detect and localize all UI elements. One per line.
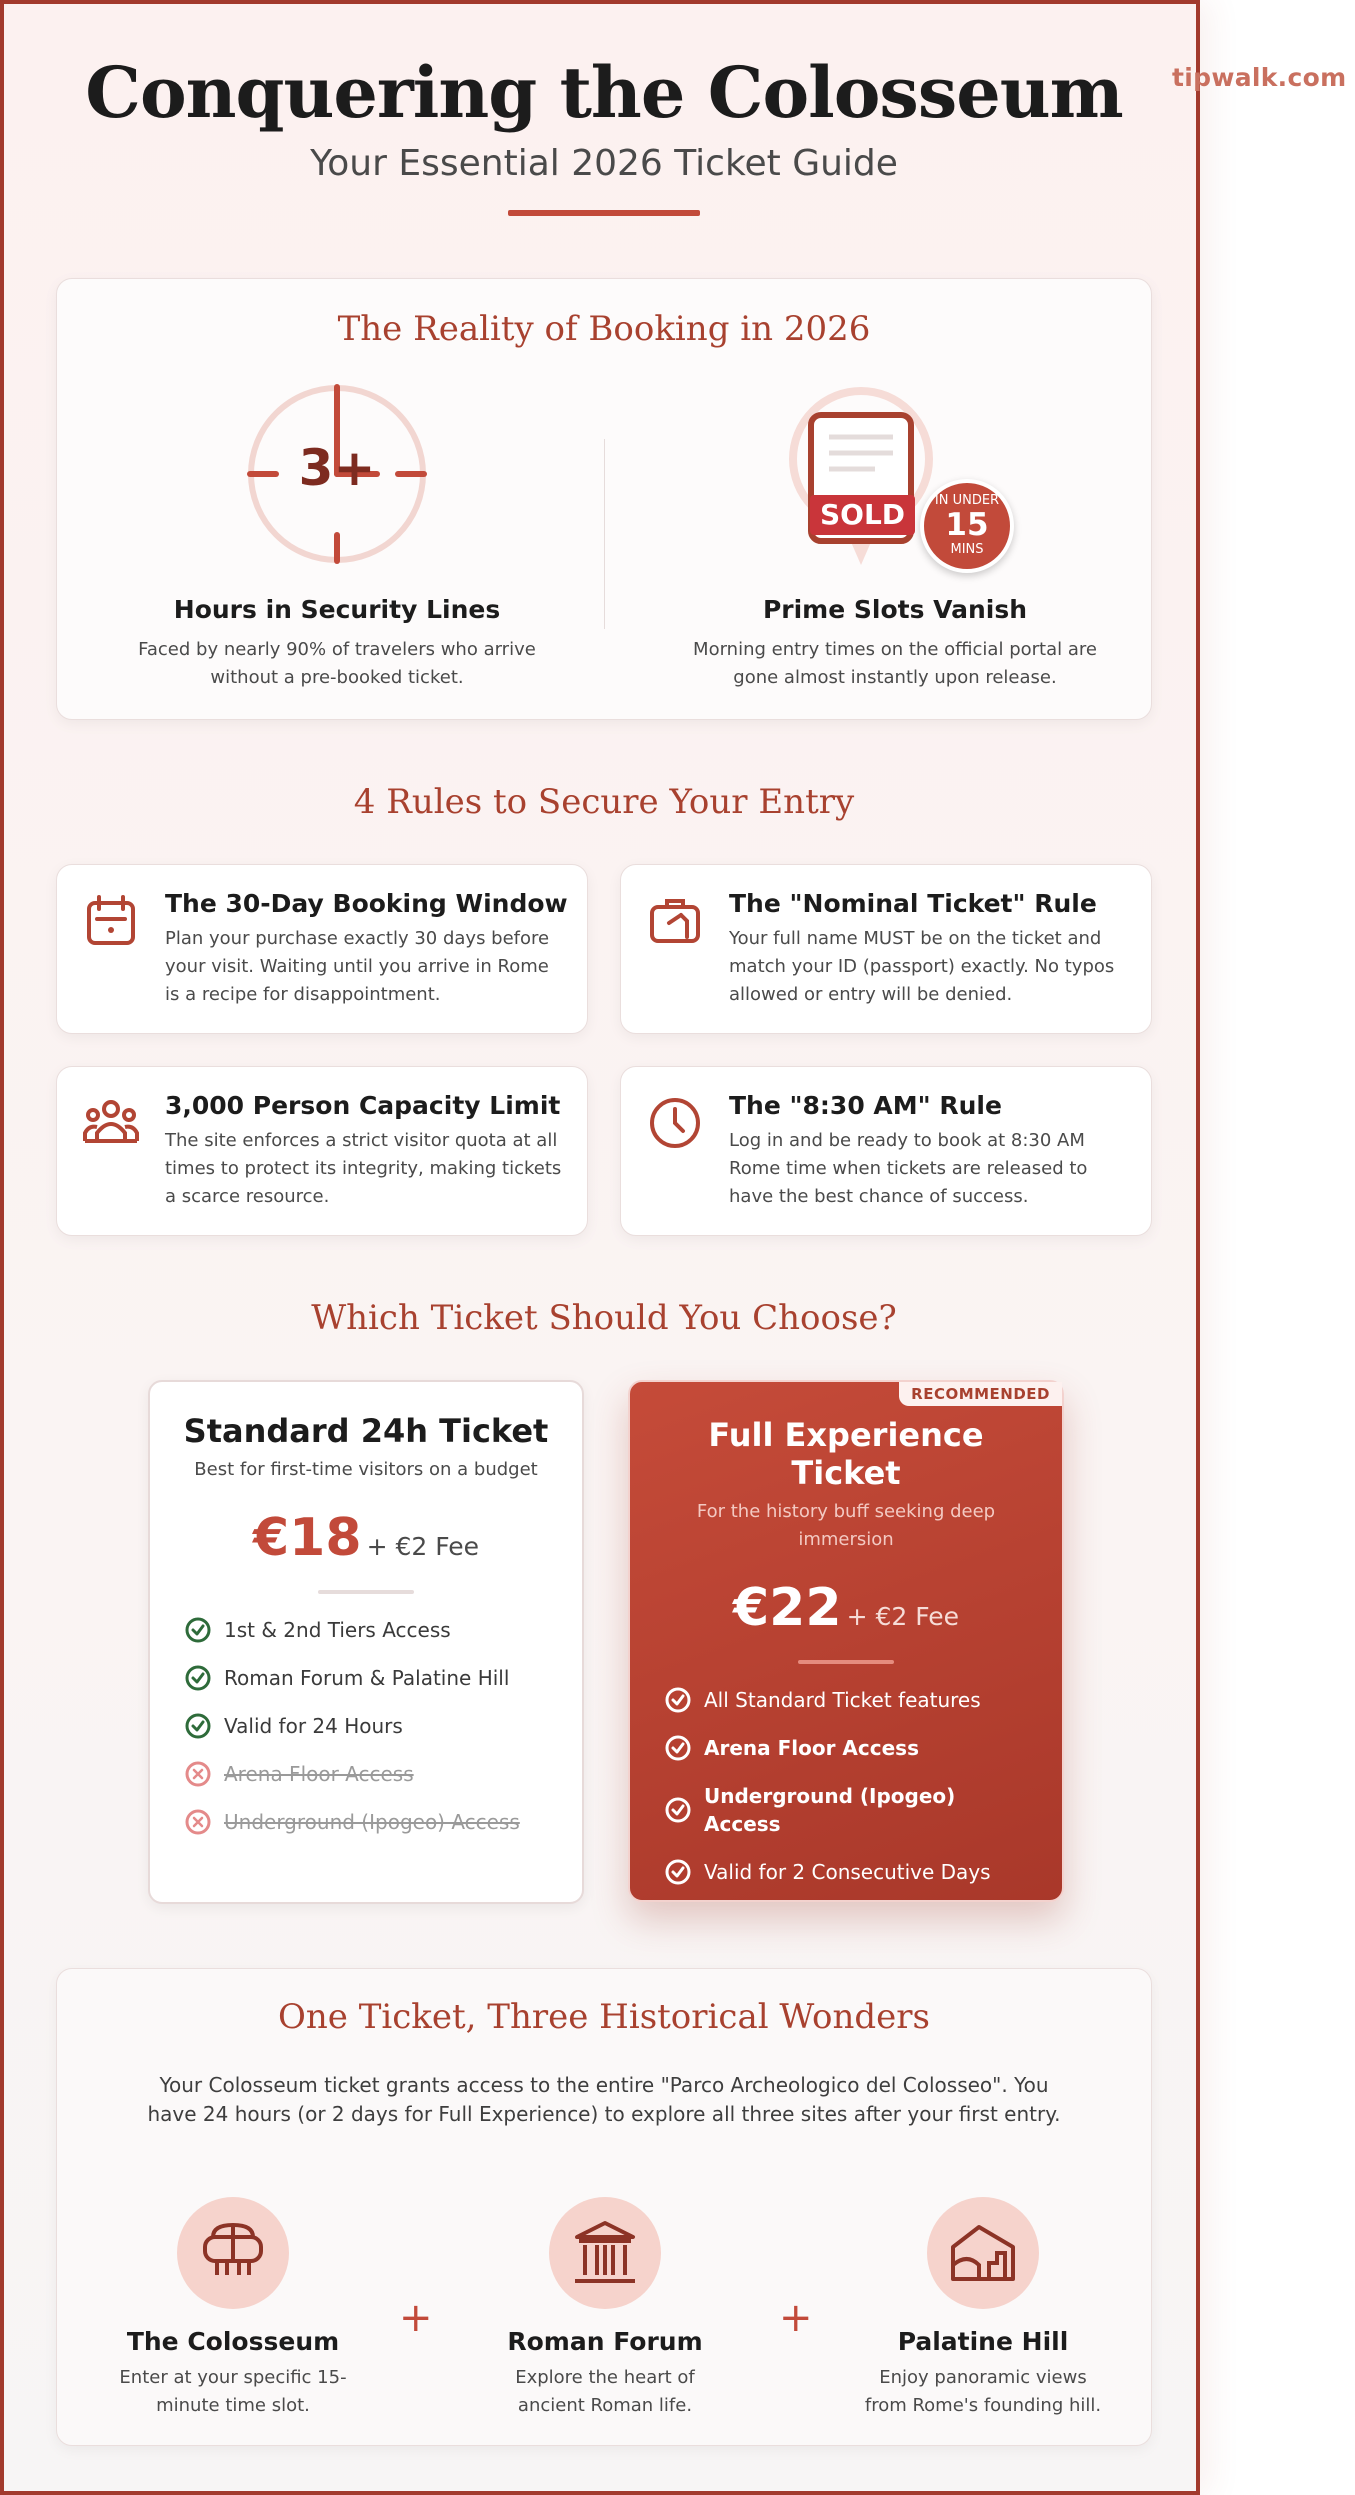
title-underline xyxy=(508,210,700,216)
site-roman-forum xyxy=(455,2197,755,2420)
site-icon-circle xyxy=(177,2197,289,2309)
clock-icon xyxy=(647,1095,703,1151)
feature-label: Underground (Ipogeo) Access xyxy=(704,1784,956,1836)
wonders-card xyxy=(56,1968,1152,2446)
calendar-icon xyxy=(83,893,139,949)
clock-stat-icon xyxy=(77,379,597,579)
site-text: Enter at your specific 15-minute time slot. xyxy=(119,2367,347,2416)
check-icon xyxy=(664,1686,692,1714)
feature-item-excluded xyxy=(184,1760,558,1788)
feature-item xyxy=(184,1712,558,1740)
stat-divider xyxy=(604,439,605,629)
slots-heading: Prime Slots Vanish xyxy=(762,595,1028,624)
brand-link[interactable]: tipwalk.com xyxy=(1172,63,1347,92)
ticket-divider xyxy=(318,1590,414,1594)
badge-value: 15 xyxy=(945,507,989,543)
rules-title: 4 Rules to Secure Your Entry xyxy=(353,782,855,822)
colosseum-icon xyxy=(199,2219,267,2287)
reality-card xyxy=(56,278,1152,720)
feature-label: Arena Floor Access xyxy=(704,1736,919,1760)
feature-label: Arena Floor Access xyxy=(224,1762,414,1786)
feature-label: Valid for 24 Hours xyxy=(224,1714,403,1738)
feature-label: Valid for 2 Consecutive Days xyxy=(704,1860,991,1884)
check-icon xyxy=(184,1712,212,1740)
page-subtitle: Your Essential 2026 Ticket Guide xyxy=(310,143,898,184)
rule-card-830-am xyxy=(620,1066,1152,1236)
feature-list xyxy=(630,1686,1062,1886)
page-title: Conquering the Colosseum xyxy=(85,51,1123,134)
rule-text: The site enforces a strict visitor quota at all times to protect its integrity, making tickets a scarce resource. xyxy=(165,1130,562,1207)
ticket-desc: Best for first-time visitors on a budget xyxy=(194,1459,538,1480)
rule-heading: The "8:30 AM" Rule xyxy=(729,1091,1002,1120)
under-15-mins-badge xyxy=(920,479,1014,573)
recommended-badge: RECOMMENDED xyxy=(899,1382,1062,1406)
rule-card-capacity xyxy=(56,1066,588,1236)
site-palatine-hill xyxy=(833,2197,1133,2420)
header xyxy=(4,50,1204,216)
site-name: Roman Forum xyxy=(507,2327,703,2356)
site-name: The Colosseum xyxy=(126,2327,340,2356)
feature-label: Underground (Ipogeo) Access xyxy=(224,1810,520,1834)
ticket-divider xyxy=(798,1660,894,1664)
ticket-price xyxy=(150,1508,582,1568)
hill-house-icon xyxy=(949,2219,1017,2287)
rule-heading: The 30-Day Booking Window xyxy=(165,889,568,918)
feature-list xyxy=(150,1616,582,1836)
sold-stamp: SOLD xyxy=(810,495,915,535)
slots-text: Morning entry times on the official portal are gone almost instantly upon release. xyxy=(693,639,1097,688)
rule-text: Your full name MUST be on the ticket and match your ID (passport) exactly. No typos allowed or entry will be denied. xyxy=(729,928,1115,1005)
price-fee: + €2 Fee xyxy=(846,1602,960,1631)
site-text: Enjoy panoramic views from Rome's founding hill. xyxy=(864,2367,1102,2416)
stat-prime-slots xyxy=(635,379,1155,692)
id-card-icon xyxy=(647,893,703,949)
stat-security-lines xyxy=(77,379,597,692)
check-icon xyxy=(664,1734,692,1762)
standard-ticket-card[interactable] xyxy=(148,1380,584,1904)
feature-item xyxy=(184,1616,558,1644)
tickets-title: Which Ticket Should You Choose? xyxy=(311,1298,897,1338)
ticket-price xyxy=(630,1578,1062,1638)
site-name: Palatine Hill xyxy=(897,2327,1069,2356)
price-value: €22 xyxy=(732,1578,842,1638)
rule-text: Plan your purchase exactly 30 days before your visit. Waiting until you arrive in Rome is a recipe for disappointment. xyxy=(165,928,550,1005)
feature-item xyxy=(664,1734,1038,1762)
site-icon-circle xyxy=(549,2197,661,2309)
people-icon xyxy=(83,1095,139,1151)
badge-top-text: IN UNDER xyxy=(934,493,1000,508)
wonders-intro: Your Colosseum ticket grants access to the entire "Parco Archeologico del Colosseo". You have 24 hours (or 2 days for Full Experience) to explore all three sites after your first entry. xyxy=(147,2073,1061,2126)
feature-item xyxy=(664,1782,1038,1838)
check-icon xyxy=(184,1664,212,1692)
cross-icon xyxy=(184,1760,212,1788)
feature-label: 1st & 2nd Tiers Access xyxy=(224,1618,451,1642)
cross-icon xyxy=(184,1808,212,1836)
rule-card-booking-window xyxy=(56,864,588,1034)
ticket-name: Full Experience Ticket xyxy=(708,1416,984,1492)
feature-item xyxy=(184,1664,558,1692)
security-text: Faced by nearly 90% of travelers who arrive without a pre-booked ticket. xyxy=(138,639,536,688)
security-heading: Hours in Security Lines xyxy=(173,595,501,624)
site-text: Explore the heart of ancient Roman life. xyxy=(515,2367,695,2416)
feature-label: All Standard Ticket features xyxy=(704,1688,981,1712)
price-fee: + €2 Fee xyxy=(366,1532,480,1561)
badge-unit: MINS xyxy=(950,542,984,557)
ticket-desc: For the history buff seeking deep immersion xyxy=(696,1501,996,1550)
temple-icon xyxy=(571,2219,639,2287)
site-icon-circle xyxy=(927,2197,1039,2309)
site-colosseum xyxy=(83,2197,383,2420)
rule-heading: 3,000 Person Capacity Limit xyxy=(165,1091,561,1120)
feature-label: Roman Forum & Palatine Hill xyxy=(224,1666,510,1690)
rule-card-nominal-ticket xyxy=(620,864,1152,1034)
check-icon xyxy=(664,1858,692,1886)
feature-item xyxy=(664,1686,1038,1714)
rule-heading: The "Nominal Ticket" Rule xyxy=(729,889,1097,918)
ticket-stat-icon xyxy=(635,379,1155,579)
feature-item-excluded xyxy=(184,1808,558,1836)
check-icon xyxy=(664,1796,692,1824)
security-hours-value: 3+ xyxy=(298,439,376,497)
wonders-title: One Ticket, Three Historical Wonders xyxy=(278,1997,930,2037)
rule-text: Log in and be ready to book at 8:30 AM Rome time when tickets are released to have the best chance of success. xyxy=(729,1130,1088,1207)
feature-item xyxy=(664,1858,1038,1886)
ticket-name: Standard 24h Ticket xyxy=(183,1412,549,1450)
price-value: €18 xyxy=(252,1508,362,1568)
check-icon xyxy=(184,1616,212,1644)
plus-icon: + xyxy=(779,2295,813,2341)
plus-icon: + xyxy=(399,2295,433,2341)
full-experience-ticket-card[interactable] xyxy=(628,1380,1064,1902)
reality-title: The Reality of Booking in 2026 xyxy=(337,309,871,349)
